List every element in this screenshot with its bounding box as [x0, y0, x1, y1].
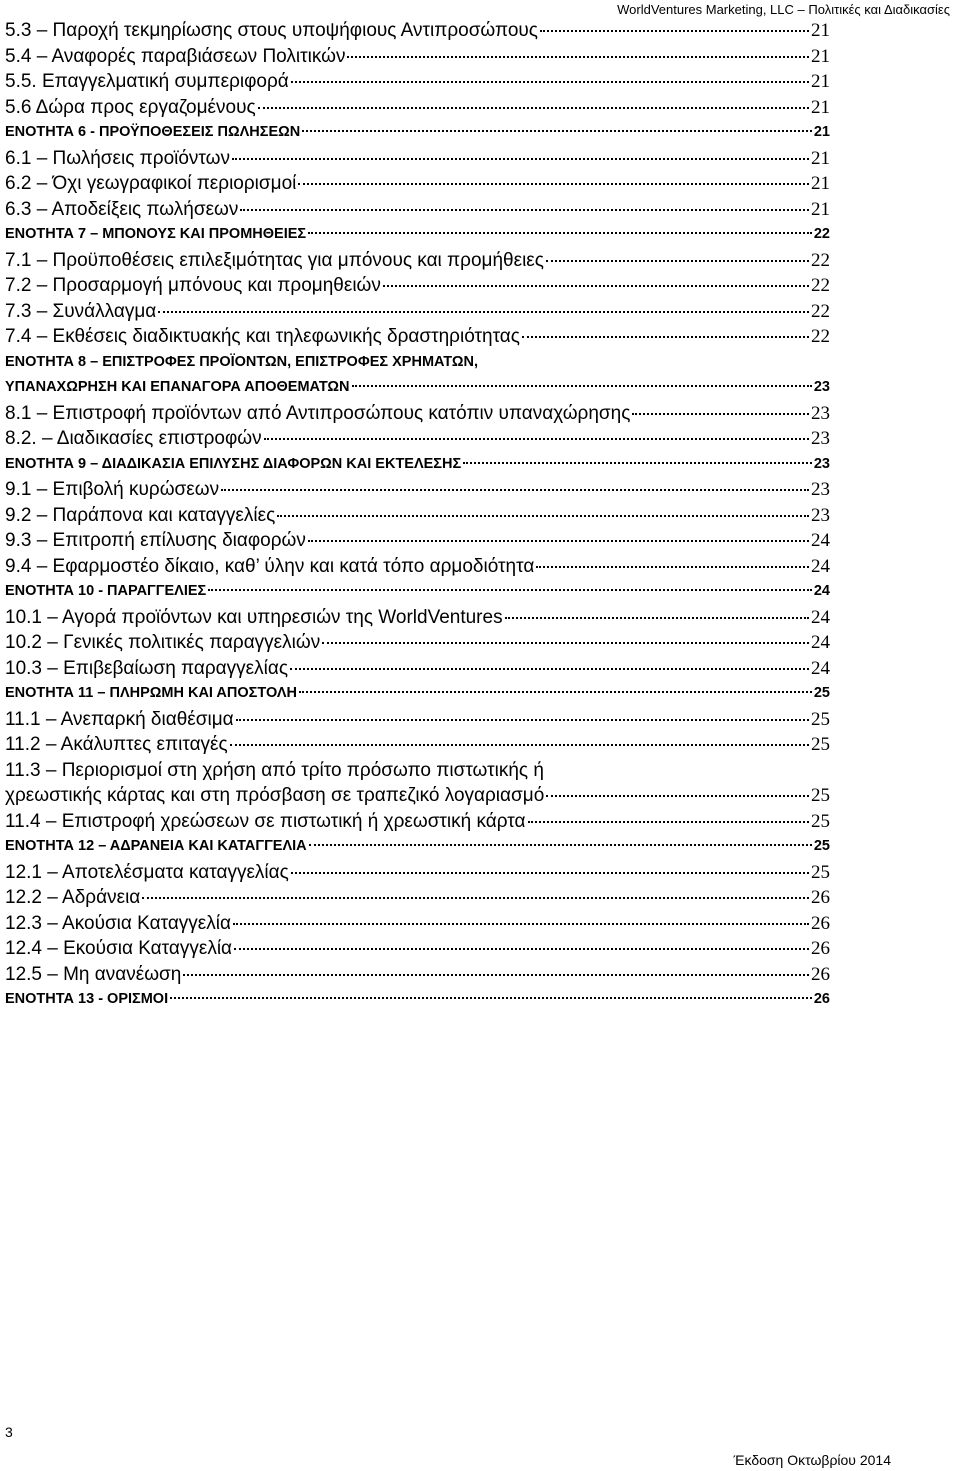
toc-entry-label: 7.1 – Προϋποθέσεις επιλεξιμότητας για μπόνους και προμήθειες	[5, 249, 544, 271]
dot-leader	[309, 844, 812, 846]
toc-entry[interactable]	[5, 324, 830, 350]
toc-entry-page: 23	[811, 428, 830, 449]
dot-leader	[546, 260, 809, 262]
toc-entry[interactable]	[5, 146, 830, 172]
edition-label: Έκδοση Οκτωβρίου 2014	[733, 1452, 891, 1468]
dot-leader	[299, 691, 812, 693]
toc-entry[interactable]	[5, 732, 830, 758]
toc-entry-label: 7.2 – Προσαρμογή μπόνους και προμηθειών	[5, 275, 381, 296]
toc-entry-page: 22	[811, 326, 830, 347]
toc-entry-page: 21	[811, 20, 830, 41]
toc-entry-label: ΕΝΟΤΗΤΑ 6 - ΠΡΟΫΠΟΘΕΣΕΙΣ ΠΩΛΗΣΕΩΝ	[5, 124, 301, 140]
toc-entry-label: 9.4 – Εφαρμοστέο δίκαιο, καθ’ ύλην και κατά τόπο αρμοδιότητα	[5, 555, 535, 577]
toc-section-heading[interactable]	[5, 681, 830, 707]
toc-entry-label: 12.3 – Ακούσια Καταγγελία	[5, 912, 231, 934]
table-of-contents	[5, 18, 830, 1013]
toc-entry-page: 22	[811, 275, 830, 296]
toc-entry-page: 25	[813, 838, 830, 854]
page-number: 3	[5, 1424, 13, 1440]
toc-entry-label: ΕΝΟΤΗΤΑ 9 – ΔΙΑΔΙΚΑΣΙΑ ΕΠΙΛΥΣΗΣ ΔΙΑΦΟΡΩΝ ΚΑΙ ΕΚΤΕΛΕΣΗΣ	[5, 455, 462, 472]
dot-leader	[383, 285, 809, 287]
dot-leader	[158, 311, 809, 313]
dot-leader	[291, 872, 809, 874]
dot-leader	[463, 462, 812, 464]
dot-leader	[308, 232, 812, 234]
dot-leader	[183, 974, 809, 976]
dot-leader	[234, 948, 809, 950]
toc-entry-page: 22	[813, 226, 830, 242]
toc-entry[interactable]	[5, 44, 830, 70]
toc-entry-label: 11.3 – Περιορισμοί στη χρήση από τρίτο πρόσωπο πιστωτικής ή	[5, 759, 544, 781]
toc-section-heading[interactable]	[5, 834, 830, 860]
toc-entry-label: 11.1 – Ανεπαρκή διαθέσιμα	[5, 708, 234, 730]
toc-entry-label: 6.1 – Πωλήσεις προϊόντων	[5, 147, 230, 169]
dot-leader	[208, 589, 812, 591]
toc-section-heading[interactable]	[5, 452, 830, 478]
toc-entry-label: 7.4 – Εκθέσεις διαδικτυακής και τηλεφωνικής δραστηριότητας	[5, 326, 520, 347]
toc-entry-label: ΕΝΟΤΗΤΑ 7 – ΜΠΟΝΟΥΣ ΚΑΙ ΠΡΟΜΗΘΕΙΕΣ	[5, 226, 307, 242]
toc-entry-label: 12.1 – Αποτελέσματα καταγγελίας	[5, 861, 289, 883]
dot-leader	[233, 923, 809, 925]
toc-entry-label: 6.3 – Αποδείξεις πωλήσεων	[5, 198, 239, 220]
dot-leader	[347, 56, 809, 58]
toc-entry-label: 12.5 – Μη ανανέωση	[5, 963, 182, 985]
running-header: WorldVentures Marketing, LLC – Πολιτικές και Διαδικασίες	[617, 2, 950, 17]
toc-entry-page: 25	[811, 708, 830, 730]
toc-entry[interactable]	[5, 656, 830, 682]
dot-leader	[142, 897, 809, 899]
dot-leader	[240, 209, 809, 211]
toc-entry[interactable]	[5, 809, 830, 835]
toc-entry-label: 8.2. – Διαδικασίες επιστροφών	[5, 428, 262, 449]
toc-entry-label: 9.1 – Επιβολή κυρώσεων	[5, 479, 220, 500]
toc-entry[interactable]	[5, 860, 830, 886]
toc-entry-label: 9.3 – Επιτροπή επίλυσης διαφορών	[5, 530, 306, 551]
toc-entry-page: 24	[811, 606, 830, 628]
dot-leader	[298, 183, 809, 185]
toc-entry-label: 9.2 – Παράπονα και καταγγελίες	[5, 504, 276, 526]
toc-entry-page: 24	[811, 530, 830, 551]
toc-entry-page: 24	[811, 657, 830, 679]
toc-entry-label: ΥΠΑΝΑΧΩΡΗΣΗ ΚΑΙ ΕΠΑΝΑΓΟΡΑ ΑΠΟΘΕΜΑΤΩΝ	[5, 379, 350, 395]
toc-entry-label: 10.1 – Αγορά προϊόντων και υπηρεσιών της WorldVentures	[5, 606, 503, 628]
toc-entry-label: ΕΝΟΤΗΤΑ 11 – ΠΛΗΡΩΜΗ ΚΑΙ ΑΠΟΣΤΟΛΗ	[5, 685, 297, 701]
toc-entry[interactable]	[5, 936, 830, 962]
toc-entry-label: 12.4 – Εκούσια Καταγγελία	[5, 938, 233, 959]
dot-leader	[308, 540, 809, 542]
toc-entry-page: 26	[811, 963, 830, 985]
toc-entry-page: 24	[813, 583, 830, 599]
toc-entry-page: 21	[811, 45, 830, 67]
toc-section-heading[interactable]	[5, 350, 830, 376]
toc-entry-page: 23	[813, 379, 830, 395]
toc-entry-page: 25	[811, 785, 830, 806]
toc-entry[interactable]	[5, 18, 830, 44]
toc-entry-label: 5.3 – Παροχή τεκμηρίωσης στους υποψήφιους Αντιπροσώπους	[5, 20, 538, 41]
dot-leader	[236, 719, 809, 721]
toc-entry-page: 23	[811, 479, 830, 500]
dot-leader	[505, 617, 809, 619]
dot-leader	[291, 81, 809, 83]
dot-leader	[632, 413, 809, 415]
toc-entry-label: 5.4 – Αναφορές παραβιάσεων Πολιτικών	[5, 45, 346, 67]
toc-entry[interactable]	[5, 69, 830, 95]
toc-section-heading[interactable]	[5, 222, 830, 248]
toc-entry-page: 25	[811, 810, 830, 832]
toc-entry[interactable]	[5, 401, 830, 427]
dot-leader	[528, 821, 809, 823]
toc-entry[interactable]	[5, 171, 830, 197]
toc-entry-page: 22	[811, 300, 830, 322]
dot-leader	[546, 795, 809, 797]
toc-section-heading[interactable]	[5, 375, 830, 401]
dot-leader	[352, 385, 812, 387]
toc-entry-page: 25	[811, 734, 830, 755]
toc-entry-page: 26	[811, 912, 830, 934]
toc-entry-page: 24	[811, 632, 830, 653]
toc-entry-label: 5.5. Επαγγελματική συμπεριφορά	[5, 71, 289, 92]
toc-entry[interactable]	[5, 605, 830, 631]
toc-entry-page: 23	[811, 504, 830, 526]
toc-entry-label: 10.2 – Γενικές πολιτικές παραγγελιών	[5, 632, 321, 653]
toc-entry[interactable]	[5, 911, 830, 937]
toc-entry-page: 21	[811, 96, 830, 118]
toc-section-heading[interactable]	[5, 120, 830, 146]
toc-entry-label: ΕΝΟΤΗΤΑ 13 - ΟΡΙΣΜΟΙ	[5, 991, 169, 1007]
toc-entry-label: ΕΝΟΤΗΤΑ 10 - ΠΑΡΑΓΓΕΛΙΕΣ	[5, 583, 207, 599]
toc-entry-label: 7.3 – Συνάλλαγμα	[5, 300, 157, 322]
toc-entry-page: 23	[811, 402, 830, 424]
dot-leader	[290, 668, 809, 670]
dot-leader	[170, 997, 812, 999]
toc-entry-label: 6.2 – Όχι γεωγραφικοί περιορισμοί	[5, 173, 297, 194]
toc-entry[interactable]	[5, 299, 830, 325]
toc-entry[interactable]	[5, 273, 830, 299]
toc-section-heading[interactable]	[5, 987, 830, 1013]
toc-entry-page: 26	[811, 938, 830, 959]
toc-entry-page: 21	[811, 71, 830, 92]
toc-entry[interactable]	[5, 503, 830, 529]
toc-entry-label: ΕΝΟΤΗΤΑ 8 – ΕΠΙΣΤΡΟΦΕΣ ΠΡΟΪΟΝΤΩΝ, ΕΠΙΣΤΡΟΦΕΣ ΧΡΗΜΑΤΩΝ,	[5, 353, 479, 370]
toc-entry-page: 26	[811, 887, 830, 908]
toc-entry-page: 21	[811, 147, 830, 169]
dot-leader	[540, 30, 809, 32]
toc-entry-page: 21	[813, 124, 830, 140]
dot-leader	[522, 336, 809, 338]
toc-entry[interactable]	[5, 528, 830, 554]
toc-entry[interactable]	[5, 197, 830, 223]
toc-entry[interactable]	[5, 707, 830, 733]
toc-entry[interactable]	[5, 630, 830, 656]
toc-entry-label: 8.1 – Επιστροφή προϊόντων από Αντιπροσώπους κατόπιν υπαναχώρησης	[5, 402, 631, 424]
dot-leader	[322, 642, 809, 644]
toc-entry-page: 26	[813, 991, 830, 1007]
toc-entry-label: 11.2 – Ακάλυπτες επιταγές	[5, 734, 228, 755]
dot-leader	[536, 566, 809, 568]
toc-entry-label: 12.2 – Αδράνεια	[5, 887, 141, 908]
toc-entry[interactable]	[5, 426, 830, 452]
toc-entry-page: 25	[811, 861, 830, 883]
toc-entry-page: 25	[813, 685, 830, 701]
toc-entry-label: ΕΝΟΤΗΤΑ 12 – ΑΔΡΑΝΕΙΑ ΚΑΙ ΚΑΤΑΓΓΕΛΙΑ	[5, 838, 307, 854]
toc-entry-page: 24	[811, 555, 830, 577]
dot-leader	[230, 744, 809, 746]
toc-entry-page: 21	[811, 198, 830, 220]
toc-entry[interactable]	[5, 95, 830, 121]
dot-leader	[302, 130, 812, 132]
dot-leader	[264, 438, 809, 440]
toc-entry-label: 11.4 – Επιστροφή χρεώσεων σε πιστωτική ή χρεωστική κάρτα	[5, 810, 526, 832]
dot-leader	[277, 515, 809, 517]
toc-entry-label: χρεωστικής κάρτας και στη πρόσβαση σε τραπεζικό λογαριασμό	[5, 785, 545, 806]
toc-section-heading[interactable]	[5, 579, 830, 605]
toc-entry-page: 21	[811, 173, 830, 194]
toc-entry[interactable]	[5, 962, 830, 988]
dot-leader	[258, 107, 809, 109]
dot-leader	[232, 158, 809, 160]
toc-entry-page: 23	[813, 455, 830, 472]
toc-entry-label: 10.3 – Επιβεβαίωση παραγγελίας	[5, 657, 288, 679]
toc-entry-label: 5.6 Δώρα προς εργαζομένους	[5, 96, 256, 118]
dot-leader	[221, 489, 809, 491]
toc-entry[interactable]	[5, 885, 830, 911]
toc-entry[interactable]	[5, 554, 830, 580]
toc-entry-page: 22	[811, 249, 830, 271]
toc-entry[interactable]	[5, 758, 830, 784]
toc-entry[interactable]	[5, 248, 830, 274]
toc-entry[interactable]	[5, 783, 830, 809]
toc-entry[interactable]	[5, 477, 830, 503]
